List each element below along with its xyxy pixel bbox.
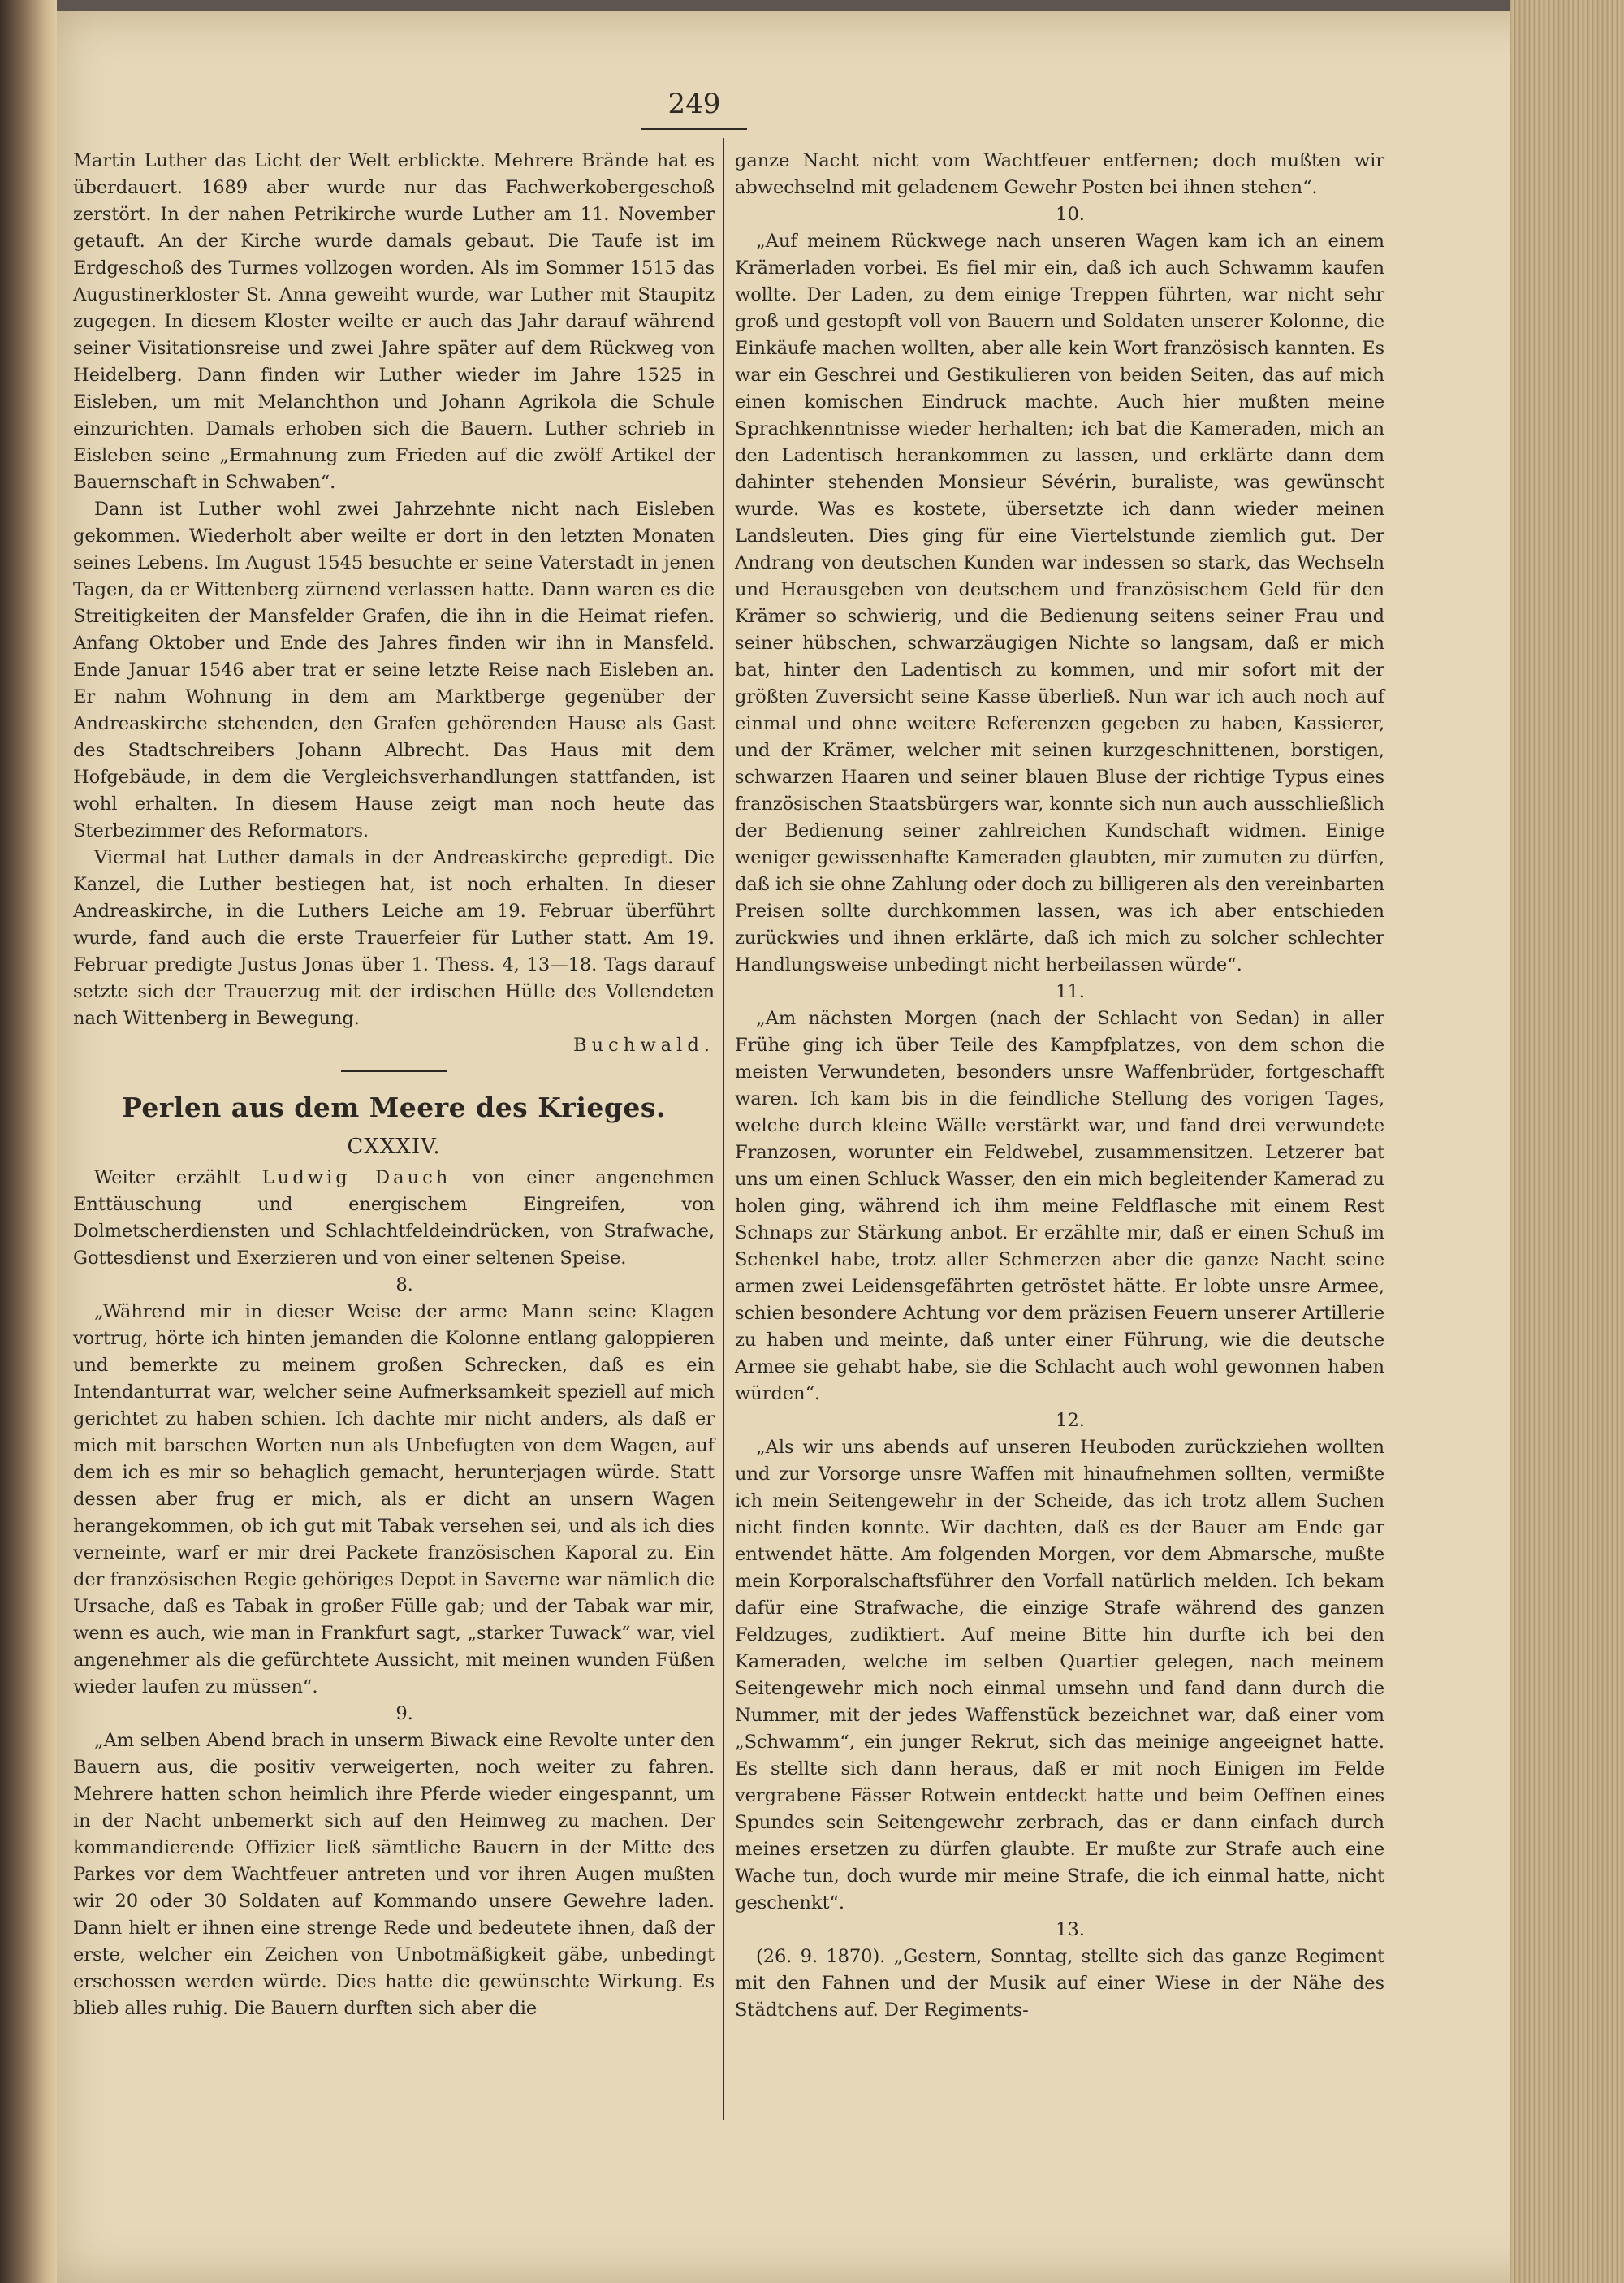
- intro-lead: Weiter erzählt: [94, 1167, 241, 1188]
- section-number: 12.: [1056, 1410, 1085, 1431]
- paragraph-continued: ganze Nacht nicht vom Wachtfeuer entfernen; doch mußten wir abwechselnd mit geladenem Gewehr Posten bei ihnen stehen“.: [735, 150, 1384, 198]
- author-name: Ludwig Dauch: [261, 1167, 451, 1188]
- paragraph: Dann ist Luther wohl zwei Jahrzehnte nicht nach Eisleben gekommen. Wiederholt aber weilte er dort in den letzten Monaten seines Lebens. Im August 1545 besuchte er seine Vaterstadt in jenen Tagen, da er Wittenberg zürnend verlassen hatte. Dann waren es die Streitigkeiten der Mansfelder Grafen, die ihn in die Heimat riefen. Anfang Oktober und Ende des Jahres finden wir ihn in Mansfeld. Ende Januar 1546 aber trat er seine letzte Reise nach Eisleben an. Er nahm Wohnung in dem am Marktberge gegenüber der Andreaskirche stehenden, den Grafen gehörenden Hause als Gast des Stadtschreibers Johann Albrecht. Das Haus mit dem Hofgebäude, in dem die Vergleichsverhandlungen stattfanden, ist wohl erhalten. In diesem Hause zeigt man noch heute das Sterbezimmer des Reformators.: [73, 499, 715, 841]
- column-divider: [723, 138, 724, 2120]
- section-text: „Am nächsten Morgen (nach der Schlacht von Sedan) in aller Frühe ging ich über Teile des Kampfplatzes, von dem schon die meisten Verwundeten, besonders unsre Waffenbrüder, fortgeschafft waren. Ich kam bis in die feindliche Stellung des vorigen Tages, welche durch kleine Wälle verstärkt war, und fand drei verwundete Franzosen, worunter ein Feldwebel, zusammensitzen. Letzerer bat uns um einen Schluck Wasser, den ein mich begleitender Kamerad zu holen ging, während ich ihm meine Feldflasche mit einem Rest Schnaps zur Stärkung anbot. Er erzählte mir, daß er einen Schuß im Schenkel habe, trotz aller Schmerzen aber die ganze Nacht seine armen zwei Leidensgefährten getröstet hätte. Er lobte unsre Armee, schien besondere Achtung vor dem präzisen Feuern unserer Artillerie zu haben und meinte, daß unter einer Führung, wie die deutsche Armee sie gehabt habe, sie die Schlacht auch wohl gewonnen haben würden“.: [735, 1008, 1384, 1404]
- left-column: [73, 148, 715, 2022]
- author-signature: Buchwald.: [572, 1035, 715, 1056]
- section-number: 8.: [395, 1274, 413, 1295]
- intro-paragraph: [73, 1165, 715, 1272]
- section-text: „Auf meinem Rückwege nach unseren Wagen kam ich an einem Krämerladen vorbei. Es fiel mir ein, daß ich auch Schwamm kaufen wollte. Der Laden, zu dem einige Treppen führten, war nicht sehr groß und gestopft voll von Bauern und Soldaten unserer Kolonne, die Einkäufe machen wollten, aber alle kein Wort französisch kannten. Es war ein Geschrei und Gestikulieren von beiden Seiten, das auf mich einen komischen Eindruck machte. Auch hier mußten meine Sprachkenntnisse wieder herhalten; ich bat die Kameraden, mich an den Ladentisch herankommen zu lassen, und erklärte dann dem dahinter stehenden Monsieur Sévérin, buraliste, was gewünscht wurde. Was es kostete, übersetzte ich dann wieder meinen Landsleuten. Dies ging für eine Viertelstunde ziemlich gut. Der Andrang von deutschen Kunden war indessen so stark, das Wechseln und Herausgeben von deutschem und französischem Geld für den Krämer so schwierig, und die Bedienung seitens seiner Frau und seiner hübschen, schwarzäugigen Nichte so langsam, daß er mich bat, hinter den Ladentisch zu kommen, und mir sofort mit der größten Zuversicht seine Kasse überließ. Nun war ich auch noch auf einmal und ohne weitere Referenzen gegeben zu haben, Kassierer, und der Krämer, welcher mit seinen kurzgeschnittenen, borstigen, schwarzen Haaren und seiner blauen Bluse der richtige Typus eines französischen Staatsbürgers war, konnte sich nun auch ausschließlich der Bedienung seiner zahlreichen Kundschaft widmen. Einige weniger gewissenhafte Kameraden glaubten, mir zumuten zu dürfen, daß ich sie ohne Zahlung oder doch zu billigeren als den vereinbarten Preisen sollte durchkommen lassen, was ich aber entschieden zurückwies und ihnen erklärte, daß ich mich zu solcher schlechter Handlungsweise unbedingt nicht herbeilassen würde“.: [735, 231, 1384, 975]
- paragraph: Viermal hat Luther damals in der Andreaskirche gepredigt. Die Kanzel, die Luther bestiegen hat, ist noch erhalten. In dieser Andreaskirche, in die Luthers Leiche am 19. Februar überführt wurde, fand auch die erste Trauerfeier für Luther statt. Am 19. Februar predigte Justus Jonas über 1. Thess. 4, 13—18. Tags darauf setzte sich der Trauerzug mit der irdischen Hülle des Vollendeten nach Wittenberg in Bewegung.: [73, 847, 715, 1029]
- section-number: 10.: [1056, 204, 1085, 225]
- page-number: 249: [667, 88, 721, 120]
- right-column: [735, 148, 1384, 2024]
- section-text: (26. 9. 1870). „Gestern, Sonntag, stellte sich das ganze Regiment mit den Fahnen und der Musik auf einer Wiese in der Nähe des Städtchens auf. Der Regiments-: [735, 1946, 1384, 2021]
- series-number: CXXXIV.: [347, 1135, 441, 1159]
- section-number: 13.: [1056, 1919, 1085, 1940]
- page-edges: [1510, 0, 1624, 2283]
- article-end-rule: [341, 1070, 447, 1072]
- section-text: „Als wir uns abends auf unseren Heuboden zurückziehen wollten und zur Vorsorge unsre Waffen mit hinaufnehmen sollten, vermißte ich mein Seitengewehr in der Scheide, das ich trotz allem Suchen nicht finden konnte. Wir dachten, daß es der Bauer am Ende gar entwendet hätte. Am folgenden Morgen, vor dem Abmarsche, mußte mein Korporalschaftsführer den Vorfall natürlich melden. Ich bekam dafür eine Strafwache, die einzige Strafe während des ganzen Feldzuges, zudiktiert. Auf meine Bitte hin durfte ich bei den Kameraden, welche im selben Quartier gelegen, nach meinem Seitengewehr mich noch einmal umsehn und fand dann durch die Nummer, mit der jedes Waffenstück bezeichnet war, daß einer vom „Schwamm“, ein junger Rekrut, sich das meinige angeeignet hatte. Es stellte sich dann heraus, daß er mit noch Einigen im Felde vergrabene Fässer Rotwein entdeckt hatte und beim Oeffnen eines Spundes sein Seitengewehr zerbrach, das er dann einfach durch meines ersetzen zu dürfen glaubte. Er mußte zur Strafe auch eine Wache tun, doch wurde mir meine Strafe, die ich einmal hatte, nicht geschenkt“.: [735, 1437, 1384, 1913]
- section-text: „Am selben Abend brach in unserm Biwack eine Revolte unter den Bauern aus, die positiv verweigerten, noch weiter zu fahren. Mehrere hatten schon heimlich ihre Pferde wieder eingespannt, um in der Nacht unbemerkt sich auf den Heimweg zu machen. Der kommandierende Offizier ließ sämtliche Bauern in der Mitte des Parkes vor dem Wachtfeuer antreten und vor ihren Augen mußten wir 20 oder 30 Soldaten auf Kommando unsere Gewehre laden. Dann hielt er ihnen eine strenge Rede und bedeutete ihnen, daß der erste, welcher ein Zeichen von Unbotmäßigkeit gäbe, unbedingt erschossen werden würde. Dies hatte die gewünschte Wirkung. Es blieb alles ruhig. Die Bauern durften sich aber die: [73, 1730, 715, 2019]
- intro-rest: von einer angenehmen Enttäuschung und energischem Eingreifen, von Dolmetscherdiensten und Schlachtfeldeindrücken, von Strafwache, Gottesdienst und Exerzieren und von einer seltenen Speise.: [73, 1167, 715, 1269]
- section-text: „Während mir in dieser Weise der arme Mann seine Klagen vortrug, hörte ich hinten jemanden die Kolonne entlang galoppieren und bemerkte zu meinem großen Schrecken, daß es ein Intendanturrat war, welcher seine Aufmerksamkeit speziell auf mich gerichtet zu haben schien. Ich dachte mir nicht anders, als daß er mich mit barschen Worten nun als Unbefugten von dem Wagen, auf dem ich es mir so behaglich gemacht, herunterjagen würde. Statt dessen aber frug er mich, als er dicht an unsern Wagen herangekommen, ob ich gut mit Tabak versehen sei, und als ich dies verneinte, warf er mir drei Packete französischen Kaporal zu. Ein der französischen Regie gehöriges Depot in Saverne war nämlich die Ursache, daß es Tabak in großer Fülle gab; und der Tabak war mir, wenn es auch, wie man in Frankfurt sagt, „starker Tuwack“ war, viel angenehmer als die gefürchtete Aussicht, mit meinen wunden Füßen wieder laufen zu müssen“.: [73, 1301, 715, 1697]
- article-title: Perlen aus dem Meere des Krieges.: [121, 1092, 666, 1123]
- page-number-rule: [641, 128, 747, 130]
- paragraph: Martin Luther das Licht der Welt erblickte. Mehrere Brände hat es überdauert. 1689 aber wurde nur das Fachwerkobergeschoß zerstört. In der nahen Petrikirche wurde Luther am 11. November getauft. An der Kirche wurde damals gebaut. Die Taufe ist im Erdgeschoß des Turmes vollzogen worden. Als im Sommer 1515 das Augustinerkloster St. Anna geweiht wurde, war Luther mit Staupitz zugegen. In diesem Kloster weilte er auch das Jahr darauf während seiner Visitationsreise und zwei Jahre später auf dem Rückweg von Heidelberg. Dann finden wir Luther wieder im Jahre 1525 in Eisleben, um mit Melanchthon und Johann Agrikola die Schule einzurichten. Damals erhoben sich die Bauern. Luther schrieb in Eisleben seine „Ermahnung zum Frieden auf die zwölf Artikel der Bauernschaft in Schwaben“.: [73, 150, 715, 493]
- section-number: 11.: [1056, 981, 1085, 1002]
- section-number: 9.: [395, 1703, 413, 1724]
- book-spine: [0, 0, 57, 2283]
